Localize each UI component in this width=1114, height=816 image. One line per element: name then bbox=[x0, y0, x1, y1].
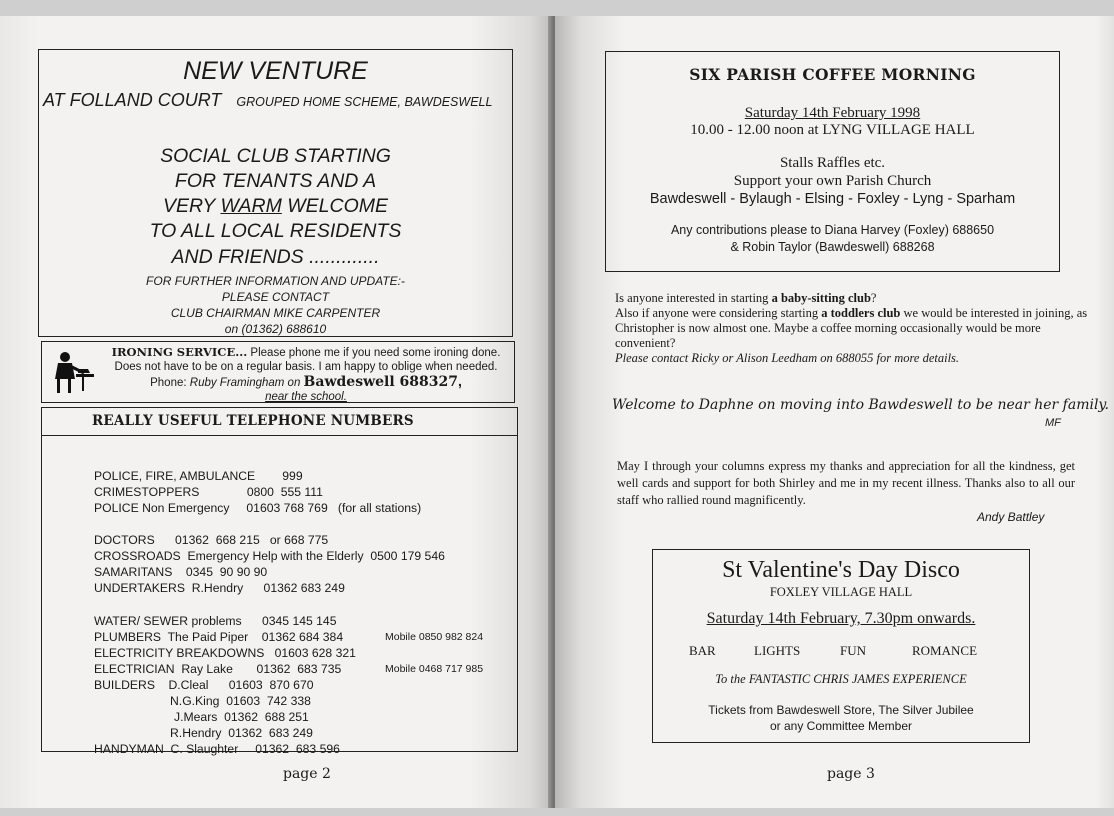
ironing-line-1 bbox=[102, 345, 510, 360]
babysitting-notice bbox=[615, 291, 1090, 366]
tel-line-crossroads: CROSSROADS Emergency Help with the Elderly 0500 179 546 bbox=[94, 549, 445, 563]
tel-line-police-non-emergency: POLICE Non Emergency 01603 768 769 (for all stations) bbox=[94, 501, 422, 515]
disco-act: To the FANTASTIC CHRIS JAMES EXPERIENCE bbox=[715, 672, 967, 686]
page-number-left: page 2 bbox=[283, 766, 331, 782]
coffee-contrib-1: Any contributions please to Diana Harvey (Foxley) 688650 bbox=[670, 223, 995, 237]
tel-mobile-electrician: Mobile 0468 717 985 bbox=[385, 663, 484, 675]
welcome-message: Welcome to Daphne on moving into Bawdeswell to be near her family. bbox=[612, 397, 1109, 413]
babysitting-l1-pre: Is anyone interested in starting bbox=[615, 291, 772, 305]
babysitting-l2-pre: Also if anyone were considering starting bbox=[615, 306, 822, 320]
venture-warm-word: WARM bbox=[220, 195, 282, 217]
ironing-line-3 bbox=[102, 374, 510, 390]
coffee-support: Support your own Parish Church bbox=[733, 173, 932, 189]
tel-line-handyman: HANDYMAN C. Slaughter 01362 683 596 bbox=[94, 742, 340, 756]
venture-title: NEW VENTURE bbox=[183, 57, 368, 85]
tel-line-builder-ngking: N.G.King 01603 742 338 bbox=[170, 694, 311, 708]
welcome-initials: MF bbox=[1045, 417, 1061, 429]
disco-item-lights: LIGHTS bbox=[754, 643, 801, 658]
disco-item-bar: BAR bbox=[689, 643, 716, 658]
valentines-disco-notice bbox=[652, 549, 1030, 743]
telephone-header-row bbox=[42, 408, 517, 436]
babysitting-contact: Please contact Ricky or Alison Leedham on 688055 for more details. bbox=[615, 351, 960, 365]
telephone-header: REALLY USEFUL TELEPHONE NUMBERS bbox=[92, 413, 414, 429]
tel-line-electrician: ELECTRICIAN Ray Lake 01362 683 735 bbox=[94, 662, 342, 676]
venture-line-5: AND FRIENDS ............. bbox=[171, 246, 380, 268]
tel-line-doctors: DOCTORS 01362 668 215 or 668 775 bbox=[94, 533, 329, 547]
ironing-near: near the school. bbox=[265, 391, 347, 403]
venture-info-4: on (01362) 688610 bbox=[224, 322, 327, 336]
venture-line-3-pre: VERY bbox=[162, 195, 221, 217]
tel-mobile-plumbers: Mobile 0850 982 824 bbox=[385, 631, 484, 643]
left-page bbox=[0, 16, 553, 808]
coffee-title: SIX PARISH COFFEE MORNING bbox=[689, 65, 976, 84]
tel-line-electricity: ELECTRICITY BREAKDOWNS 01603 628 321 bbox=[94, 646, 356, 660]
babysitting-l2-post: we would be interested in joining, as Christopher is now almost one. Maybe a coffee morning occasionally would be more convenient? bbox=[615, 306, 1088, 350]
disco-item-fun: FUN bbox=[840, 643, 867, 658]
ironing-text-1: Please phone me if you need some ironing done. bbox=[247, 347, 501, 359]
coffee-parishes: Bawdeswell - Bylaugh - Elsing - Foxley - Lyng - Sparham bbox=[649, 191, 1016, 207]
ironing-text bbox=[102, 345, 510, 404]
ironing-woman-icon bbox=[48, 349, 96, 397]
babysitting-line-1 bbox=[615, 291, 1090, 306]
ironing-service-notice bbox=[41, 341, 515, 403]
babysitting-l1-post: ? bbox=[870, 291, 877, 305]
ironing-phone-name: Ruby Framingham on bbox=[189, 377, 304, 389]
ironing-line-4 bbox=[102, 390, 510, 404]
tel-line-samaritans: SAMARITANS 0345 90 90 90 bbox=[94, 565, 268, 579]
thanks-message: May I through your columns express my thanks and appreciation for all the kindness, get well cards and support for both Shirley and me in my recent illness. Thanks also to all our staff who rallied round magnificently. bbox=[617, 459, 1075, 507]
venture-info-2: PLEASE CONTACT bbox=[221, 290, 330, 304]
tel-line-builders: BUILDERS D.Cleal 01603 870 670 bbox=[94, 678, 314, 692]
disco-title: St Valentine's Day Disco bbox=[722, 557, 960, 583]
telephone-numbers-box bbox=[41, 407, 518, 756]
disco-tickets-1: Tickets from Bawdeswell Store, The Silver Jubilee bbox=[708, 703, 974, 717]
toddlers-club-bold: a toddlers club bbox=[821, 306, 901, 320]
new-venture-notice bbox=[38, 49, 513, 337]
tel-line-crimestoppers: CRIMESTOPPERS 0800 555 111 bbox=[94, 485, 323, 499]
coffee-stalls: Stalls Raffles etc. bbox=[779, 155, 886, 171]
venture-subtitle-main: AT FOLLAND COURT bbox=[43, 90, 222, 110]
venture-line-4: TO ALL LOCAL RESIDENTS bbox=[149, 220, 402, 242]
coffee-morning-notice bbox=[605, 51, 1060, 272]
coffee-contrib-2: & Robin Taylor (Bawdeswell) 688268 bbox=[730, 240, 935, 254]
coffee-time: 10.00 - 12.00 noon at LYNG VILLAGE HALL bbox=[690, 122, 975, 138]
disco-venue: FOXLEY VILLAGE HALL bbox=[769, 585, 913, 599]
venture-subtitle bbox=[43, 90, 513, 111]
disco-item-romance: ROMANCE bbox=[912, 643, 978, 658]
page-number-right: page 3 bbox=[827, 766, 875, 782]
tel-line-builder-rhendry: R.Hendry 01362 683 249 bbox=[170, 726, 313, 740]
venture-line-3 bbox=[39, 195, 512, 218]
coffee-date-line bbox=[606, 105, 1059, 122]
venture-line-2: FOR TENANTS AND A bbox=[174, 170, 377, 192]
ironing-phone-label: Phone: bbox=[150, 377, 190, 389]
disco-tickets-2: or any Committee Member bbox=[769, 719, 913, 733]
right-page bbox=[555, 16, 1114, 808]
venture-subtitle-small: GROUPED HOME SCHEME, BAWDESWELL bbox=[236, 95, 493, 109]
tel-line-plumbers: PLUMBERS The Paid Piper 01362 684 384 bbox=[94, 630, 344, 644]
venture-info-1: FOR FURTHER INFORMATION AND UPDATE:- bbox=[146, 274, 405, 288]
ironing-phone-comma: , bbox=[458, 373, 462, 389]
tel-line-emergency: POLICE, FIRE, AMBULANCE 999 bbox=[94, 469, 303, 483]
venture-line-3-post: WELCOME bbox=[281, 195, 389, 217]
ironing-title: IRONING SERVICE... bbox=[111, 345, 248, 359]
babysitting-club-bold: a baby-sitting club bbox=[771, 291, 871, 305]
venture-info-3: CLUB CHAIRMAN MIKE CARPENTER bbox=[170, 306, 381, 320]
tel-line-water: WATER/ SEWER problems 0345 145 145 bbox=[94, 614, 337, 628]
babysitting-line-2 bbox=[615, 306, 1090, 351]
venture-line-1: SOCIAL CLUB STARTING bbox=[160, 145, 391, 167]
tel-line-undertakers: UNDERTAKERS R.Hendry 01362 683 249 bbox=[94, 581, 345, 595]
disco-date: Saturday 14th February, 7.30pm onwards. bbox=[706, 610, 976, 627]
thanks-signature: Andy Battley bbox=[977, 510, 1045, 524]
tel-line-builder-jmears: J.Mears 01362 688 251 bbox=[174, 710, 309, 724]
coffee-date: Saturday 14th February 1998 bbox=[744, 105, 921, 121]
ironing-phone-number: Bawdeswell 688327 bbox=[303, 374, 458, 390]
ironing-line-2: Does not have to be on a regular basis. I am happy to oblige when needed. bbox=[114, 361, 498, 373]
